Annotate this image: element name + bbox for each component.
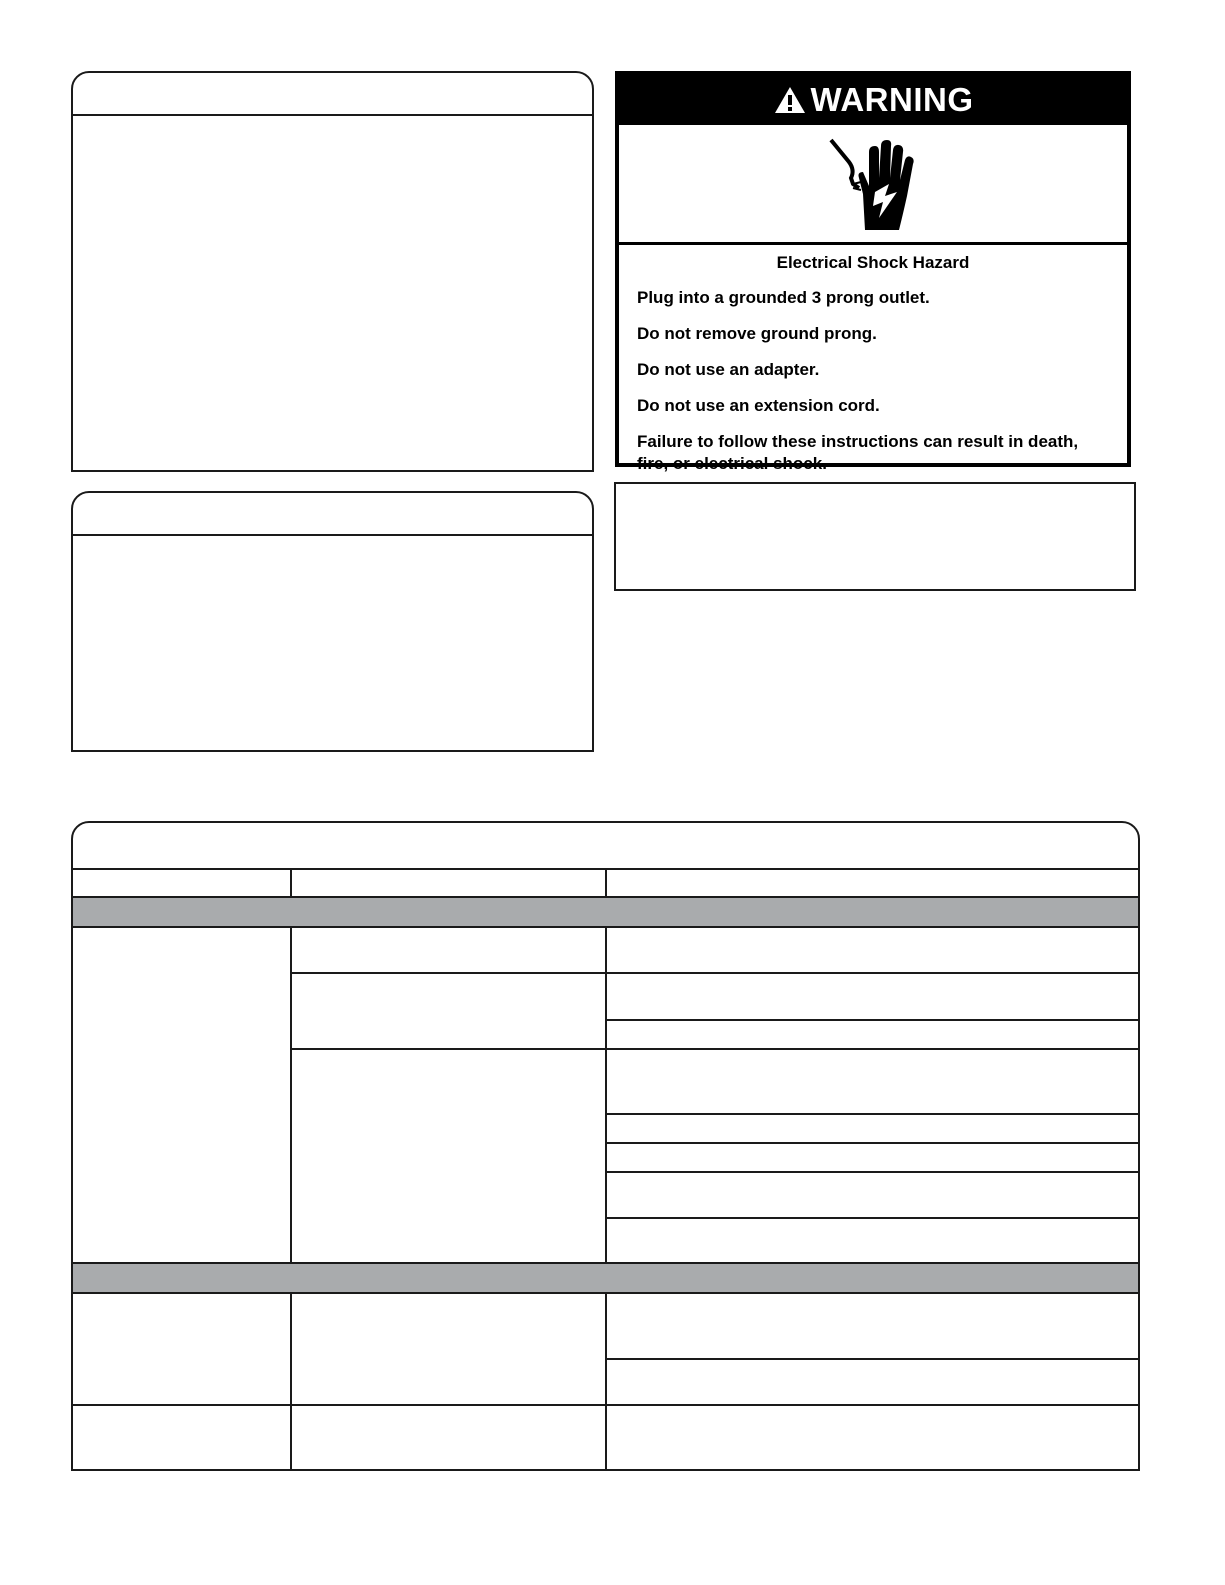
section-band-1 <box>73 898 1138 927</box>
warning-title-bar <box>619 75 1127 125</box>
row-divider <box>605 1171 1138 1173</box>
column-divider <box>605 1293 607 1471</box>
warning-line: Do not remove ground prong. <box>637 323 877 343</box>
row-divider <box>605 1358 1138 1360</box>
troubleshooting-table <box>71 821 1140 1471</box>
info-box-top-header <box>73 73 592 116</box>
warning-line: Do not use an adapter. <box>637 359 820 379</box>
row-divider <box>290 1048 1138 1050</box>
warning-line: Do not use an extension cord. <box>637 395 880 415</box>
warning-hazard-title: Electrical Shock Hazard <box>776 253 970 272</box>
info-box-middle <box>71 491 594 752</box>
warning-label <box>615 71 1131 473</box>
row-divider <box>73 1404 1138 1406</box>
electrical-shock-hand-icon <box>823 134 923 234</box>
warning-line: Plug into a grounded 3 prong outlet. <box>637 288 930 307</box>
column-divider <box>290 1293 292 1471</box>
row-divider <box>290 972 1138 974</box>
row-divider <box>605 1142 1138 1144</box>
warning-title: WARNING <box>810 81 974 118</box>
shock-icon-area <box>619 125 1127 245</box>
warning-triangle-icon <box>773 85 807 115</box>
column-divider <box>290 927 292 1263</box>
warning-line: Failure to follow these instructions can result in death, fire, or electrical shock. <box>637 431 1079 473</box>
column-divider <box>605 868 607 898</box>
info-box-middle-header <box>73 493 592 536</box>
section-band-2 <box>73 1264 1138 1293</box>
warning-body <box>619 245 1127 473</box>
column-divider <box>605 927 607 1263</box>
row-divider <box>605 1217 1138 1219</box>
info-box-top <box>71 71 594 472</box>
row-divider <box>605 1113 1138 1115</box>
note-box <box>614 482 1136 591</box>
row-divider <box>605 1019 1138 1021</box>
column-divider <box>290 868 292 898</box>
